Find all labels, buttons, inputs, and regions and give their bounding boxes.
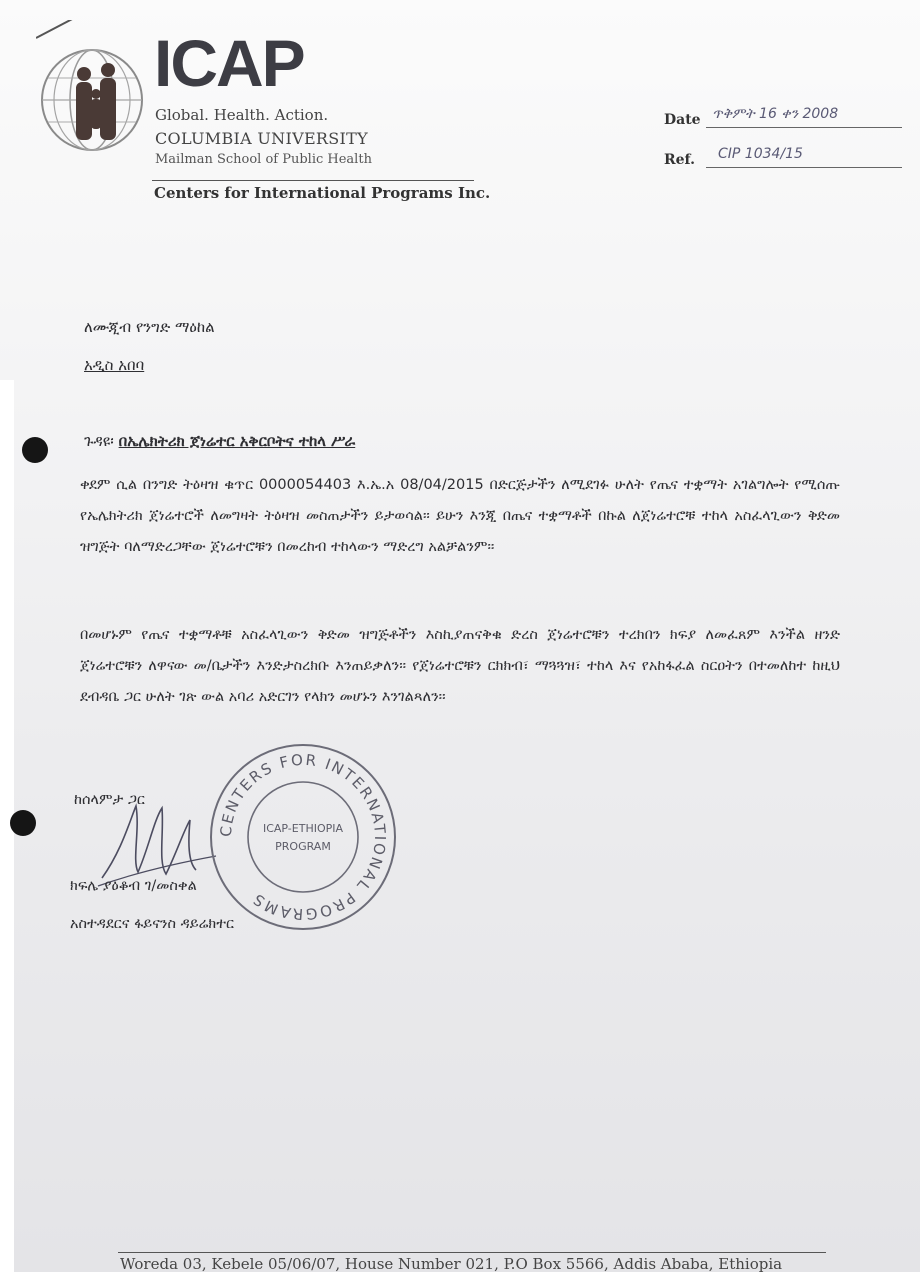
- recipient-name: ለሙጂብ የንግድ ማዕከል: [84, 318, 215, 336]
- ref-value: CIP 1034/15: [718, 146, 803, 162]
- body-paragraph-2: በመሆኑም የጤና ተቋማቶቹ አስፈላጊውን ቅድመ ዝግጅቶችን እስኪያጠናቅቁ ድረስ ጀነሬተሮቹን ተረክበን ክፍያ ለመፈጸም እንችል ዘንድ ጀነሬተሮቹን ለዋናው መ/ቤታችን እንድታስረክቡ እንጠይቃለን፡፡ የጀነሬተሮቹን ርክክብ፣ ማጓጓዝ፣ ተከላ እና የአከፋፈል ስርዐትን በተመለከተ ከዚህ ደብዳቤ ጋር ሁለት ገጽ ውል አባሪ አድርገን የላክን መሆኑን እንገልጻለን፡፡: [80, 627, 840, 705]
- stamp-center-line-1: ICAP-ETHIOPIA: [262, 822, 344, 835]
- organization-name: Centers for International Programs Inc.: [154, 184, 491, 202]
- tagline: Global. Health. Action.: [155, 106, 329, 124]
- subject-line: [84, 432, 355, 450]
- date-label: Date: [664, 112, 701, 128]
- date-line: [706, 127, 902, 128]
- stamp-center-line-2: PROGRAM: [275, 840, 331, 853]
- ref-label: Ref.: [664, 152, 695, 168]
- stamp-ring-text: CENTERS FOR INTERNATIONAL PROGRAMS: [216, 750, 390, 924]
- subject-label: ጉዳዩ፡: [84, 432, 114, 450]
- body-paragraph-1: ቀደም ሲል በንግድ ትዕዛዝ ቁጥር 0000054403 እ.ኤ.አ 08/04/2015 በድርጅታችን ለሚደገፉ ሁለት የጤና ተቋማት አገልግሎት የሚሰጡ የኤሌክትሪክ ጀነሬተሮች ለመግዛት ትዕዛዝ መስጠታችን ይታወሳል፡፡ ይሁን እንጂ በጤና ተቋማቶች በኩል ለጀነሬተሮቹ ተከላ አስፈላጊውን ቅድመ ዝግጅት ባለማድረጋቸው ጀነሬተሮቹን በመረከብ ተከላውን ማድረግ አልቻልንም፡፡: [80, 477, 840, 555]
- punch-hole: [22, 437, 48, 463]
- brand-wordmark: ICAP: [154, 26, 304, 100]
- footer-divider: [118, 1252, 826, 1253]
- university-name: COLUMBIA UNIVERSITY: [155, 129, 368, 148]
- date-value: ጥቅምት 16 ቀን 2008: [712, 106, 839, 122]
- footer-address: Woreda 03, Kebele 05/06/07, House Number 021, P.O Box 5566, Addis Ababa, Ethiopia: [120, 1255, 783, 1272]
- header-divider: [152, 180, 474, 181]
- svg-text:CENTERS FOR INTERNATIONAL PROG: [217, 751, 389, 924]
- official-stamp: [206, 740, 400, 934]
- icap-logo: [36, 20, 148, 170]
- closing-salutation: ከሰላምታ ጋር: [74, 792, 145, 808]
- ref-line: [706, 167, 902, 168]
- signer-name: ክፍሌ ያዕቆብ ገ/መስቀል: [70, 878, 197, 894]
- punch-hole: [10, 810, 36, 836]
- recipient-city: አዲስ አበባ: [84, 356, 145, 374]
- school-name: Mailman School of Public Health: [155, 152, 372, 167]
- subject-text: በኤሌክትሪክ ጀነሬተር አቅርቦትና ተከላ ሥራ: [118, 432, 356, 450]
- signer-title: አስተዳደርና ፋይናንስ ዳይሬክተር: [70, 916, 235, 932]
